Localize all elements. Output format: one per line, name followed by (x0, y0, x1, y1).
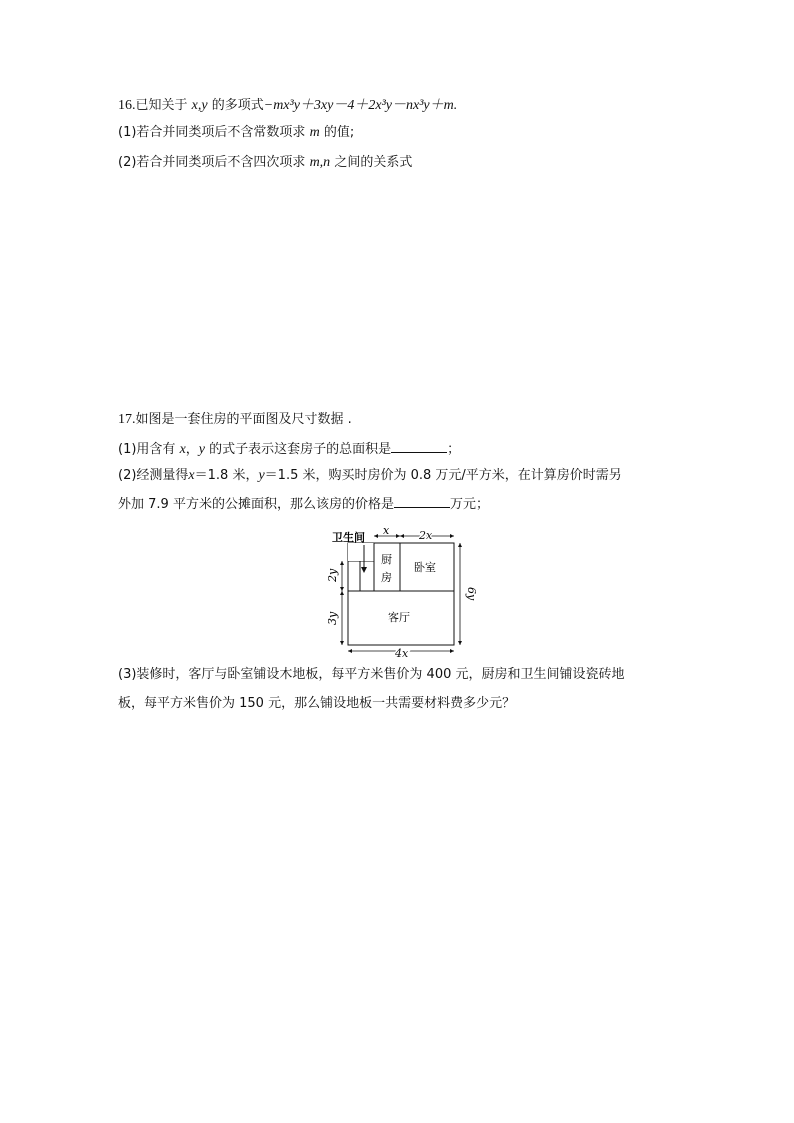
q17-part1 (118, 440, 460, 459)
q16-part2-text: (2)若合并同类项后不含四次项求 (118, 155, 306, 170)
q16-part1-text: (1)若合并同类项后不含常数项求 (118, 125, 306, 140)
q16-part2-tail: 之间的关系式 (334, 155, 413, 170)
q17-part2-y: y (258, 468, 265, 483)
q17-part2-line2-a: 外加 7.9 平方米的公摊面积，那么该房的价格是 (118, 497, 394, 512)
q17-part1-sep: ， (185, 442, 199, 457)
dim-4x-label: 4x (395, 647, 409, 660)
q17-stem (118, 411, 352, 429)
dim-2y-label: 2y (326, 568, 339, 582)
q17-part1-a: (1)用含有 (118, 442, 176, 457)
dim-3y-label: 3y (326, 611, 339, 625)
bathroom-pointer-arrow-icon (361, 567, 367, 573)
q17-part2-eq1: ＝1.8 米， (194, 468, 259, 483)
q17-stem-text: 如图是一套住房的平面图及尺寸数据 . (135, 412, 352, 427)
q17-part2-x: x (188, 468, 195, 483)
q17-part2-eq2: ＝1.5 米，购买时房价为 0.8 万元/平方米，在计算房价时需另 (264, 468, 622, 483)
label-bathroom: 卫生间 (332, 531, 365, 544)
label-living: 客厅 (388, 611, 410, 624)
q17-part1-end: ； (447, 442, 461, 457)
q16-stem-prefix: 已知关于 (135, 98, 188, 113)
q17-part1-x: x (179, 442, 186, 457)
q17-part2-line2 (118, 495, 489, 514)
q16-stem (118, 97, 457, 115)
q17-part2-a: (2)经测量得 (118, 468, 189, 483)
q16-stem-mid: 的多项式 (211, 98, 264, 113)
q16-part1-var: m (309, 125, 320, 140)
q17-part3-line1-text: (3)装修时，客厅与卧室铺设木地板，每平方米售价为 400 元，厨房和卫生间铺设瓷砖地 (118, 667, 625, 682)
bathroom-gap (348, 543, 374, 561)
q16-part2 (118, 154, 412, 172)
q17-part1-y: y (198, 442, 206, 457)
floor-plan-figure (322, 524, 478, 660)
q17-part3-line1 (118, 666, 625, 684)
q17-number: 17. (118, 412, 136, 427)
q17-part2-line1 (118, 467, 622, 485)
q16-part1 (118, 124, 354, 142)
q17-part3-line2-text: 板，每平方米售价为 150 元，那么铺设地板一共需要材料费多少元？ (118, 696, 516, 711)
q17-part1-answer-blank[interactable] (391, 440, 447, 453)
q16-part1-tail: 的值; (323, 125, 355, 140)
q17-part2-line2-b: 万元； (449, 497, 489, 512)
q16-vars: x,y (191, 98, 208, 113)
dim-6y-label: 6y (465, 587, 478, 601)
label-bedroom: 卧室 (414, 561, 436, 574)
label-kitchen-2: 房 (381, 571, 392, 584)
q17-part1-b: 的式子表示这套房子的总面积是 (209, 442, 392, 457)
dim-2x-label: 2x (419, 529, 433, 542)
q17-part2-answer-blank[interactable] (394, 495, 450, 508)
q17-part3-line2 (118, 695, 515, 713)
q16-part2-vars: m,n (309, 155, 331, 170)
label-kitchen-1: 厨 (381, 553, 392, 566)
q16-polynomial: −mx³y＋3xy－4＋2x³y－nx³y＋m. (263, 98, 458, 113)
q16-number: 16. (118, 98, 136, 113)
dim-x-label: x (383, 524, 390, 537)
